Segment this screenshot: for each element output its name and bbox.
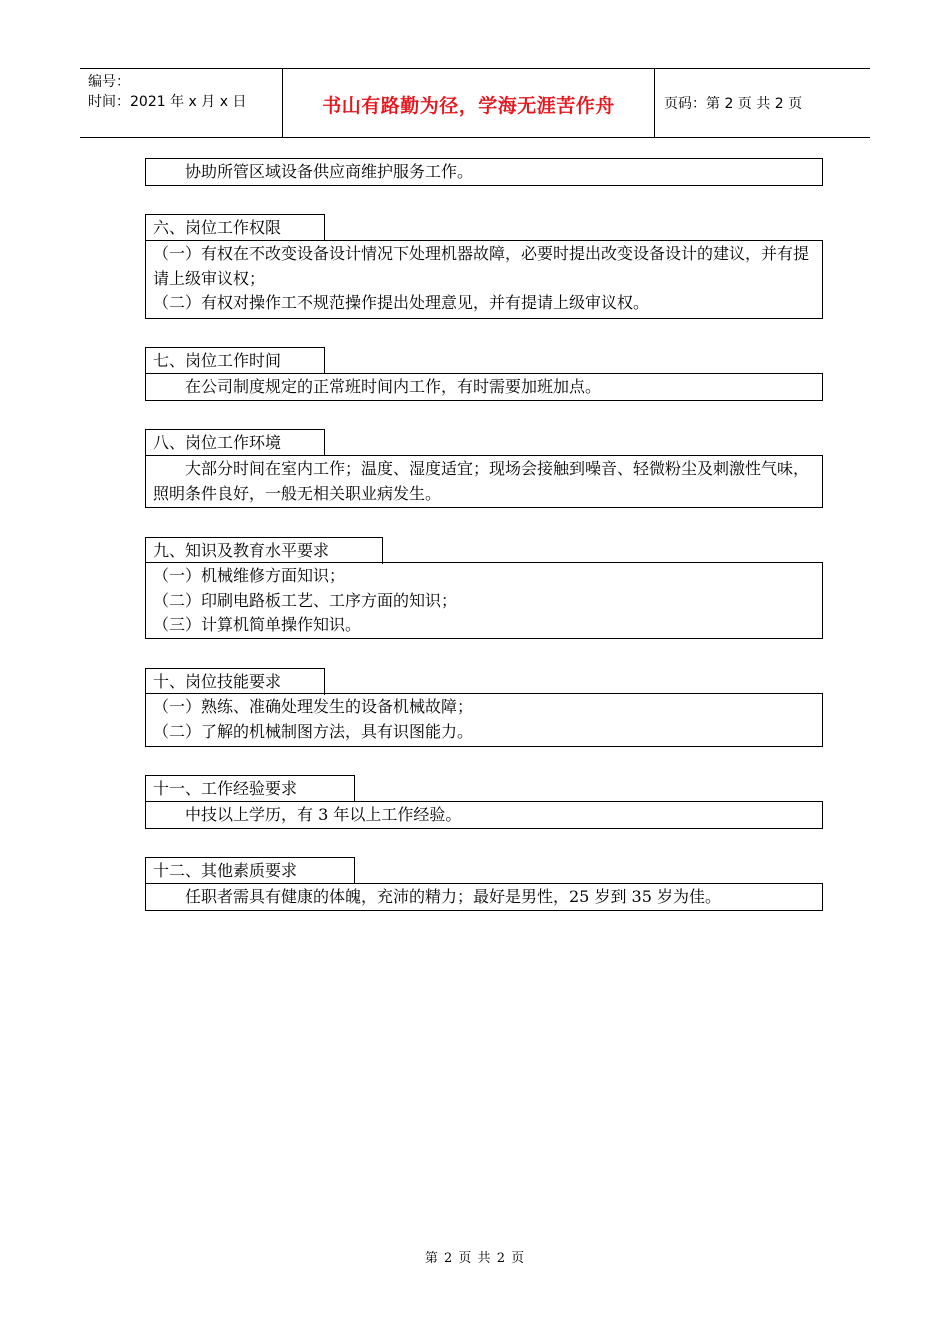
section-12-title: 十二、其他素质要求 (145, 857, 355, 884)
number-label: 编号： (88, 74, 130, 90)
section-line: 中技以上学历，有 3 年以上工作经验。 (185, 805, 462, 824)
header-divider (654, 69, 655, 137)
header-motto: 书山有路勤为径，学海无涯苦作舟 (322, 95, 615, 117)
page-header (80, 68, 870, 138)
section-line: 在公司制度规定的正常班时间内工作，有时需要加班加点。 (185, 377, 602, 396)
section-8-content (145, 455, 823, 508)
section-line: （一）机械维修方面知识； (153, 566, 346, 585)
section-line: （一）熟练、准确处理发生的设备机械故障； (153, 697, 474, 716)
section-11-content (145, 801, 823, 829)
section-6-title: 六、岗位工作权限 (145, 214, 325, 241)
date-line: 时间：2021 年 x 月 x 日 (88, 94, 247, 110)
section-line: （二）了解的机械制图方法，具有识图能力。 (153, 721, 474, 741)
section-line: （二）有权对操作工不规范操作提出处理意见，并有提请上级审议权。 (153, 293, 650, 312)
section-5-content (145, 158, 823, 186)
section-10-title: 十、岗位技能要求 (145, 668, 325, 695)
section-7-content (145, 373, 823, 401)
section-10-content (145, 693, 823, 747)
section-line: 协助所管区域设备供应商维护服务工作。 (185, 162, 474, 181)
section-7-title: 七、岗位工作时间 (145, 347, 325, 374)
section-8-title: 八、岗位工作环境 (145, 429, 325, 456)
section-line: 任职者需具有健康的体魄，充沛的精力；最好是男性，25 岁到 35 岁为佳。 (185, 887, 721, 906)
section-line: （一）有权在不改变设备设计情况下处理机器故障，必要时提出改变设备设计的建议，并有提请上级审议权； (153, 244, 810, 288)
header-page-info: 页码：第 2 页 共 2 页 (664, 96, 803, 112)
section-line: （二）印刷电路板工艺、工序方面的知识； (153, 590, 458, 610)
section-line: 大部分时间在室内工作；温度、湿度适宜；现场会接触到噪音、轻微粉尘及刺激性气味，照明条件良好，一般无相关职业病发生。 (153, 459, 810, 503)
page-footer: 第 2 页 共 2 页 (424, 1251, 526, 1266)
section-line: （三）计算机简单操作知识。 (153, 615, 362, 634)
header-meta (88, 72, 246, 112)
section-12-content (145, 883, 823, 911)
section-11-title: 十一、工作经验要求 (145, 775, 355, 802)
section-6-content (145, 240, 823, 319)
section-9-title: 九、知识及教育水平要求 (145, 537, 383, 564)
section-9-content (145, 562, 823, 639)
